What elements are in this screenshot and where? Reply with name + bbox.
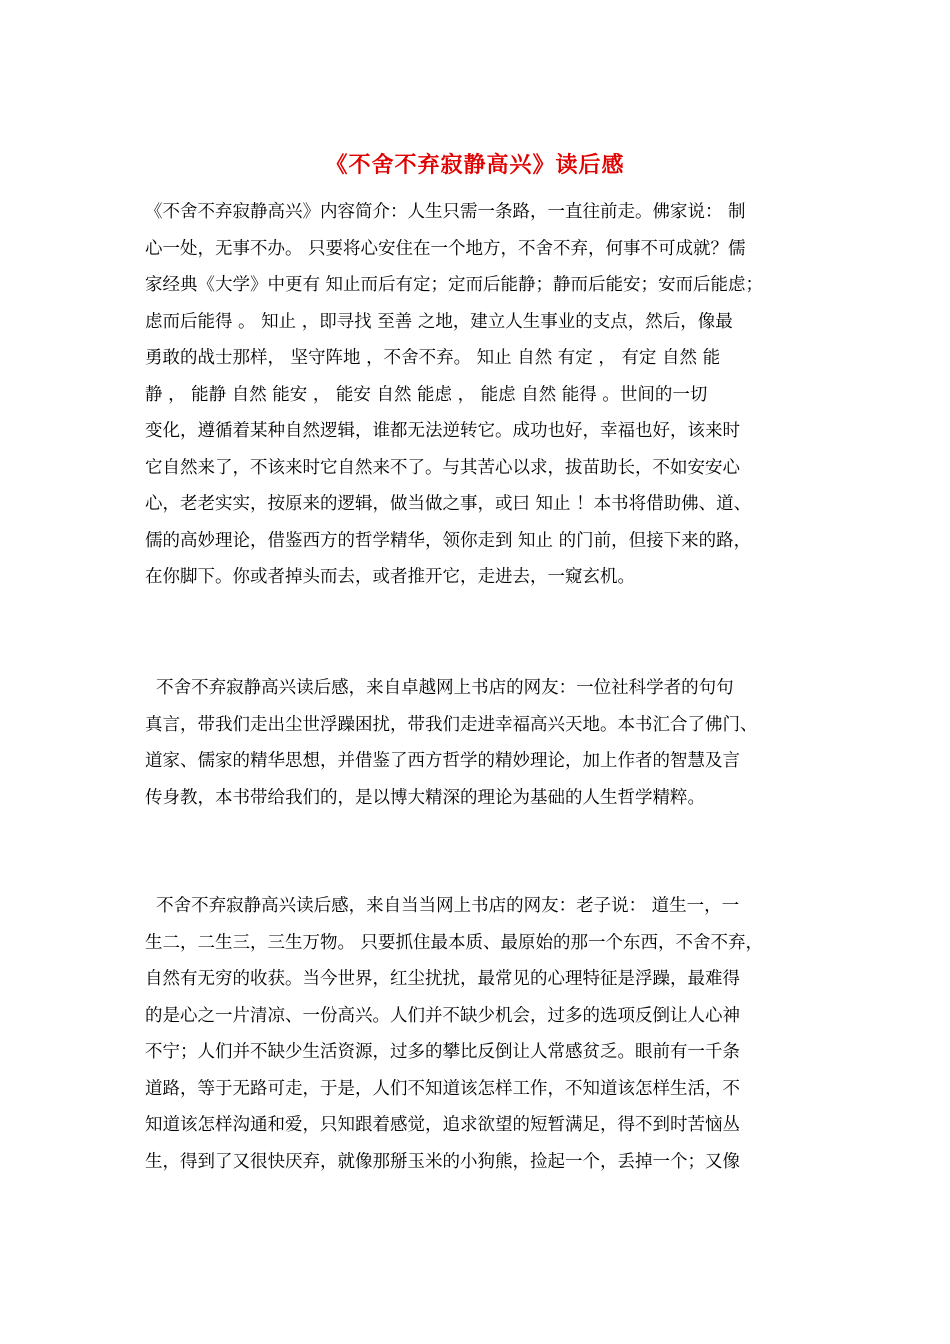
text-line: 虑而后能得 。 知止 ，即寻找 至善 之地，建立人生事业的支点，然后，像最: [145, 311, 733, 332]
text-line: 的是心之一片清凉、一份高兴。人们并不缺少机会，过多的选项反倒让人心神: [145, 1005, 740, 1026]
text-line: 心，老老实实，按原来的逻辑，做当做之事，或曰 知止 ！本书将借助佛、道、: [145, 494, 752, 514]
text-line: 心一处，无事不办。 只要将心安住在一个地方，不舍不弃，何事不可成就？儒: [145, 238, 746, 259]
text-line: 知道该怎样沟通和爱，只知跟着感觉，追求欲望的短暂满足，得不到时苦恼丛: [145, 1115, 740, 1135]
text-line: 不舍不弃寂静高兴读后感，来自卓越网上书店的网友：一位社科学者的句句: [145, 678, 734, 698]
text-line: 生二，二生三，三生万物。 只要抓住最本质、最原始的那一个东西，不舍不弃，: [145, 932, 764, 953]
text-line: 家经典《大学》中更有 知止而后有定；定而后能静；静而后能安；安而后能虑；: [145, 275, 764, 295]
text-line: 自然有无穷的收获。当今世界，红尘扰扰，最常见的心理特征是浮躁，最难得: [145, 969, 740, 989]
text-line: 它自然来了，不该来时它自然来不了。与其苦心以求，拔苗助长，不如安安心: [145, 457, 740, 478]
text-line: 静 ， 能静 自然 能安 ， 能安 自然 能虑 ， 能虑 自然 能得 。世间的一切: [145, 384, 708, 405]
text-line: 在你脚下。你或者掉头而去，或者推开它，走进去，一窥玄机。: [145, 567, 635, 587]
text-line: 不舍不弃寂静高兴读后感，来自当当网上书店的网友：老子说： 道生一，一: [145, 896, 740, 916]
text-line: 道家、儒家的精华思想，并借鉴了西方哲学的精妙理论，加上作者的智慧及言: [145, 751, 740, 771]
text-line: 儒的高妙理论，借鉴西方的哲学精华，领你走到 知止 的门前，但接下来的路，: [145, 530, 752, 551]
text-line: 变化，遵循着某种自然逻辑，谁都无法逆转它。成功也好，幸福也好，该来时: [145, 421, 740, 441]
text-line: 《不舍不弃寂静高兴》内容简介：人生只需一条路，一直往前走。佛家说： 制: [145, 202, 746, 222]
text-line: 不宁；人们并不缺少生活资源，过多的攀比反倒让人常感贫乏。眼前有一千条: [145, 1042, 740, 1062]
text-line: 真言，带我们走出尘世浮躁困扰，带我们走进幸福高兴天地。本书汇合了佛门、: [145, 714, 758, 735]
document-title: 《不舍不弃寂静高兴》读后感: [325, 152, 625, 178]
text-line: 生，得到了又很快厌弃，就像那掰玉米的小狗熊，捡起一个，丢掉一个；又像: [145, 1151, 740, 1172]
text-line: 传身教，本书带给我们的，是以博大精深的理论为基础的人生哲学精粹。: [145, 787, 705, 808]
text-line: 勇敢的战士那样， 坚守阵地 ，不舍不弃。 知止 自然 有定 ， 有定 自然 能: [145, 348, 721, 368]
text-line: 道路，等于无路可走，于是，人们不知道该怎样工作，不知道该怎样生活，不: [145, 1078, 740, 1099]
